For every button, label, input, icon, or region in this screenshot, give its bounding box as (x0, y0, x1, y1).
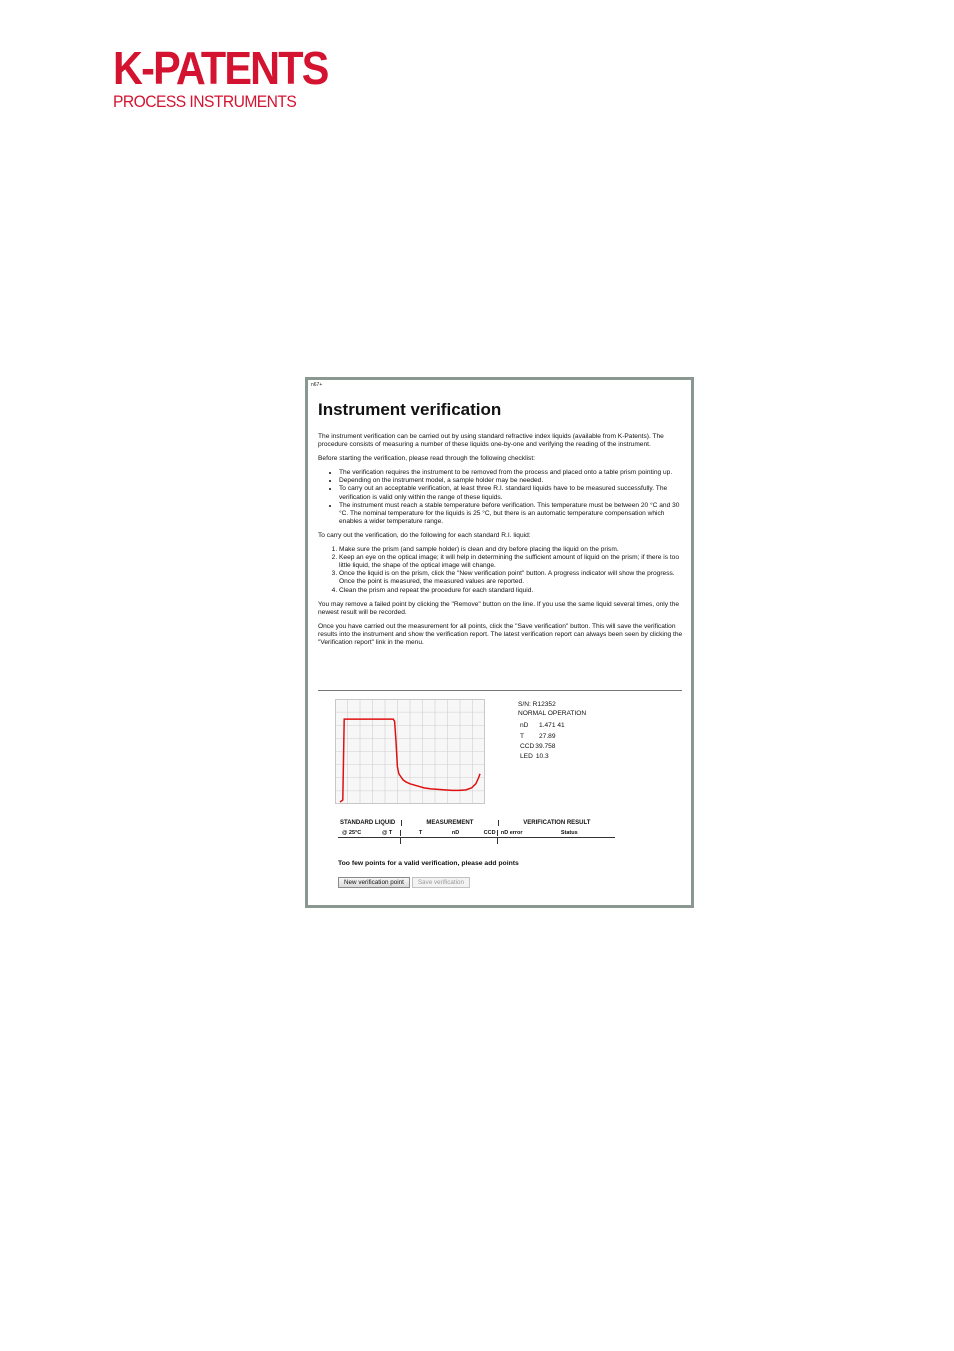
reading-label: LED (520, 753, 533, 761)
col-ccd: CCD (483, 829, 496, 836)
col-t: T (418, 829, 423, 836)
reading-value: 1.471 41 (539, 722, 565, 730)
steps-intro: To carry out the verification, do the following for each standard R.I. liquid: (318, 531, 531, 539)
standard-liquid-columns (338, 830, 400, 836)
logo-brand: K-PATENTS (113, 42, 328, 94)
table-body (338, 837, 615, 844)
company-logo (113, 42, 328, 112)
status-panel (518, 700, 586, 762)
step-item: 3. Once the liquid is on the prism, click the "New verification point" button. A progress indicator will show the progress. Once the point is measured, the measured values are reported. (339, 570, 683, 586)
instructions (318, 433, 683, 653)
screenshot-frame (305, 377, 694, 908)
checklist-item: • The verification requires the instrument to be removed from the process and placed onto a table prism pointing up. (339, 469, 683, 477)
table-body-cell (497, 837, 615, 844)
reading-value: 39.758 (535, 742, 556, 750)
step-item: 1. Make sure the prism (and sample holder) is clean and dry before placing the liquid on the prism. (339, 546, 683, 554)
checklist-intro: Before starting the verification, please read through the following checklist: (318, 455, 535, 463)
verification-table (338, 818, 615, 844)
logo-subtitle: PROCESS INSTRUMENTS (113, 92, 297, 111)
table-column-header (338, 828, 615, 837)
result-columns (497, 830, 615, 836)
steps-list (318, 546, 683, 595)
table-header-line (338, 837, 615, 838)
reading-nd (518, 721, 586, 731)
reading-led (518, 752, 586, 762)
remove-note: You may remove a failed point by clicking the "Remove" button on the line. If you use the same liquid several times, only the newest result will be recorded. (318, 600, 680, 616)
verification-page (308, 380, 691, 905)
serial-number: S/N: R12352 (518, 701, 556, 708)
page-id: n67+ (311, 382, 323, 388)
save-verification-button[interactable]: Save verification (412, 877, 470, 888)
group-standard-liquid: STANDARD LIQUID (340, 820, 396, 826)
checklist-item: • To carry out an acceptable verification, at least three R.I. standard liquids have to be measured successfully. The verification is valid only within the range of these liquids. (339, 485, 683, 501)
step-item: 2. Keep an eye on the optical image; it will help in determining the sufficient amount of liquid on the prism; if there is too little liquid, the shape of the optical image will change. (339, 554, 683, 570)
save-note: Once you have carried out the measurement for all points, click the "Save verification" button. This will save the verification results into the instrument and show the verification report. The latest verification report can always been seen by clicking the "Verification report" link in the menu. (318, 622, 683, 646)
table-group-header (338, 818, 615, 828)
col-at-t: @ T (382, 829, 393, 836)
reading-label: CCD (520, 742, 535, 750)
page-title: Instrument verification (318, 400, 502, 419)
operation-mode: NORMAL OPERATION (518, 710, 587, 718)
new-verification-point-button[interactable]: New verification point (338, 877, 410, 888)
reading-label: nD (520, 722, 529, 730)
group-measurement: MEASUREMENT (401, 820, 498, 826)
action-buttons (338, 877, 472, 888)
optical-image-chart (335, 699, 485, 804)
warning-message: Too few points for a valid verification, please add points (338, 860, 519, 867)
col-status: Status (560, 829, 578, 836)
step-item: 4. Clean the prism and repeat the procedure for each standard liquid. (339, 587, 683, 595)
intro-paragraph: The instrument verification can be carried out by using standard refractive index liquids (available from K-Patents). The procedure consists of measuring a number of these liquids one-by-one and verifying the reading of the instrument. (318, 433, 664, 449)
reading-t (518, 732, 586, 742)
checklist-item: • The instrument must reach a stable temperature before verification. This temperature must be between 20 °C and 30 °C. The nominal temperature for the liquids is 25 °C, but there is an automatic temperature compensation which enables a wider temperature range. (339, 502, 683, 526)
group-verification-result: VERIFICATION RESULT (498, 820, 615, 826)
reading-value: 10.3 (535, 753, 549, 761)
section-divider (318, 690, 682, 691)
reading-value: 27.89 (539, 732, 556, 740)
col-at-25c: @ 25°C (342, 829, 362, 836)
table-body-cell (338, 837, 400, 844)
chart-grid (335, 699, 485, 804)
measurement-columns (400, 830, 497, 836)
checklist-item: • Depending on the instrument model, a sample holder may be needed. (339, 477, 683, 485)
col-nd: nD (451, 829, 460, 836)
table-body-cell (400, 837, 497, 844)
reading-label: T (520, 732, 525, 740)
col-nd-error: nD error (500, 829, 523, 836)
reading-ccd (518, 742, 586, 752)
checklist (318, 469, 683, 526)
